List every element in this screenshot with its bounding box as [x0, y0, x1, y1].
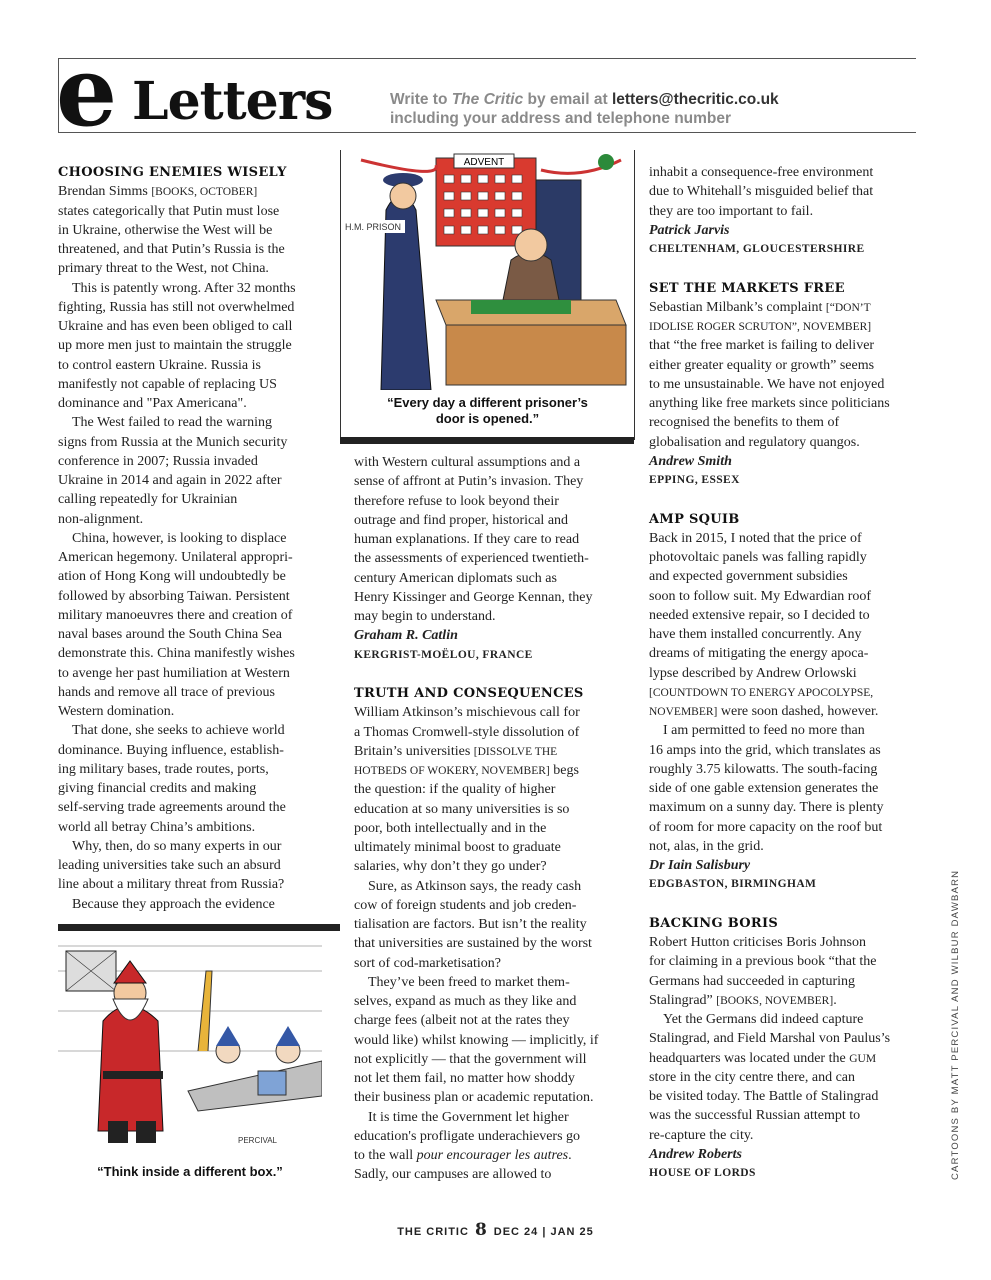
cartoon-prison-advent [340, 150, 635, 440]
caption-line: door is opened.” [435, 411, 540, 426]
artist-signature: PERCIVAL [238, 1136, 277, 1145]
body-line: up more men just to maintain the struggle [58, 338, 292, 354]
body-line: demonstrate this. China manifestly wishes [58, 646, 295, 662]
text-segment: Stalingrad” [649, 992, 717, 1008]
body-line: they are too important to fail. [649, 203, 814, 219]
column-3 [649, 163, 929, 1183]
body-line: needed extensive repair, so I decided to [649, 607, 870, 623]
body-line: roughly 3.75 kilowatts. The south-facing [649, 761, 878, 777]
letter-heading: SET THE MARKETS FREE [649, 280, 845, 296]
cartoon-caption: “Think inside a different box.” [97, 1164, 283, 1179]
article-reference: [“DON’T [825, 301, 871, 314]
body-line: sort of cod-marketisation? [354, 955, 501, 971]
text-segment: Sebastian Milbank’s complaint [649, 299, 826, 315]
letter-location: EDGBASTON, BIRMINGHAM [649, 878, 817, 891]
body-line: not, alas, in the grid. [649, 838, 764, 854]
body-line: The West failed to read the warning [72, 415, 272, 431]
body-line: store in the city centre there, and can [649, 1069, 856, 1085]
body-line: side of one gable extension generates the [649, 781, 879, 796]
body-line: to control eastern Ukraine. Russia is [58, 357, 261, 373]
body-line: education's profligate underachievers go [354, 1128, 581, 1144]
body-line: Ukraine in 2014 and again in 2022 after [58, 473, 282, 488]
text-segment: begs [549, 763, 579, 778]
spacer [354, 665, 634, 684]
body-line: was the successful Russian attempt to [649, 1108, 861, 1124]
body-line: sense of affront at Putin’s invasion. They [354, 474, 584, 490]
letter-heading: AMP SQUIB [649, 511, 740, 527]
body-line: dominance. Buying influence, establish- [58, 742, 284, 758]
body-line: Robert Hutton criticises Boris Johnson [649, 935, 866, 950]
body-line: photovoltaic panels was falling rapidly [649, 550, 867, 565]
text-segment: Brendan Simms [58, 184, 152, 200]
body-line: human explanations. If they care to read [354, 532, 580, 547]
body-line: Germans had succeeded in capturing [649, 973, 856, 989]
article-reference: [COUNTDOWN TO ENERGY APOCOLYPSE, [649, 686, 874, 699]
article-reference: [BOOKS, OCTOBER] [151, 186, 258, 199]
publication-name: The Critic [451, 91, 524, 108]
body-line: Western domination. [58, 704, 175, 719]
body-line: the assessments of experienced twentieth- [354, 551, 589, 567]
body-line: non-alignment. [58, 511, 144, 527]
spacer [649, 895, 929, 914]
cartoon-bar [58, 924, 340, 931]
body-line: Because they approach the evidence [72, 896, 275, 912]
text-segment: headquarters was located under the [649, 1050, 850, 1066]
column-2 [354, 453, 634, 1185]
letter-location: KERGRIST-MOËLOU, FRANCE [354, 648, 533, 661]
cartoon-santa-box [58, 931, 322, 1186]
body-line: be visited today. The Battle of Stalingrad [649, 1089, 879, 1104]
body-line: conference in 2007; Russia invaded [58, 453, 258, 469]
cartoon-illustration-icon [341, 150, 634, 390]
spacer [649, 490, 929, 509]
footer-issue: DEC 24 | JAN 25 [493, 1226, 594, 1238]
body-line: not let them fail, no matter how shoddy [354, 1071, 575, 1086]
body-line: hands and remove all trace of previous [58, 684, 275, 700]
spacer [649, 259, 929, 278]
body-line [649, 991, 929, 1010]
body-line: Stalingrad, and Field Marshal von Paulus’s [649, 1031, 891, 1047]
cartoon-credit: CARTOONS BY MATT PERCIVAL AND WILBUR DAWBARN [950, 869, 961, 1180]
body-line: of room for more capacity on the roof but [649, 819, 883, 835]
body-line [354, 1146, 634, 1165]
letter-heading: TRUTH AND CONSEQUENCES [354, 686, 584, 701]
letter-signature: Andrew Roberts [649, 1146, 742, 1162]
body-line: due to Whitehall’s misguided belief that [649, 184, 874, 200]
body-line: world all betray China’s ambitions. [58, 819, 256, 835]
letter-heading: BACKING BORIS [649, 915, 779, 931]
body-line: 16 amps into the grid, which translates as [649, 742, 881, 758]
body-line: in Ukraine, otherwise the West will be [58, 222, 273, 238]
body-line: This is patently wrong. After 32 months [72, 280, 296, 296]
body-line: the question: if the quality of higher [354, 782, 556, 798]
body-line: Why, then, do so many experts in our [72, 838, 282, 854]
letter-location: EPPING, ESSEX [649, 474, 740, 486]
advent-sign: ADVENT [463, 157, 505, 168]
body-line [58, 182, 338, 201]
body-line: followed by absorbing Taiwan. Persistent [58, 588, 290, 604]
submission-info [390, 90, 779, 128]
body-line: selves, expand as much as they like and [354, 994, 577, 1009]
body-line: to me unsustainable. We have not enjoyed [649, 376, 885, 392]
body-line: Yet the Germans did indeed capture [663, 1012, 864, 1027]
column-1 [58, 163, 338, 914]
body-line: their business plan or academic reputation. [354, 1090, 594, 1106]
body-line: lypse described by Andrew Orlowski [649, 665, 857, 681]
sub-text-line2: including your address and telephone number [390, 110, 732, 127]
body-line: century American diplomats such as [354, 570, 557, 586]
body-line: military manoeuvres there and creation of [58, 607, 293, 623]
body-line: They’ve been freed to market them- [368, 974, 570, 990]
article-reference: IDOLISE ROGER SCRUTON”, NOVEMBER] [649, 321, 872, 333]
article-reference: NOVEMBER] [649, 706, 718, 718]
body-line: signs from Russia at the Munich security [58, 434, 288, 450]
body-line: outrage and find proper, historical and [354, 512, 569, 528]
header-rule-bottom [58, 132, 916, 133]
body-line [354, 742, 634, 761]
body-line: China, however, is looking to displace [72, 530, 287, 546]
body-line: giving financial credits and making [58, 781, 257, 796]
body-line: manifestly not capable of replacing US [58, 376, 277, 392]
body-line [649, 1049, 929, 1068]
letter-location: HOUSE OF LORDS [649, 1167, 756, 1179]
cartoon-caption [341, 395, 634, 427]
caption-line: “Every day a different prisoner’s [387, 395, 588, 410]
body-line: to avenge her past humiliation at Western [58, 665, 290, 681]
body-line: therefore refuse to look beyond their [354, 493, 559, 509]
body-line: maximum on a sunny day. There is plenty [649, 800, 884, 816]
body-line: recognised the benefits to them of [649, 415, 840, 431]
body-line: education at so many universities is so [354, 801, 570, 817]
prison-sign: H.M. PRISON [345, 222, 402, 232]
body-line: self-serving trade agreements around the [58, 800, 286, 816]
text-segment: to the wall [354, 1148, 417, 1163]
body-line: ing military bases, trade routes, ports, [58, 761, 269, 777]
article-reference: [BOOKS, NOVEMBER] [716, 994, 834, 1007]
body-line: That done, she seeks to achieve world [72, 723, 285, 739]
body-line: soon to follow suit. My Edwardian roof [649, 588, 872, 604]
text-segment: . [833, 992, 837, 1008]
page-number: 8 [474, 1220, 488, 1240]
body-line: Sadly, our campuses are allowed to [354, 1167, 552, 1183]
article-reference: GUM [849, 1052, 877, 1065]
body-line: not explicitly — that the government will [354, 1051, 587, 1067]
letter-signature: Dr Iain Salisbury [649, 858, 751, 873]
body-line: ation of Hong Kong will undoubtedly be [58, 569, 286, 585]
body-line: Henry Kissinger and George Kennan, they [354, 589, 593, 605]
body-line [649, 298, 929, 317]
body-line: with Western cultural assumptions and a [354, 455, 581, 470]
body-line [649, 683, 929, 702]
body-line: that “the free market is failing to deliver [649, 338, 875, 354]
body-line: for claiming in a previous book “that the [649, 954, 877, 970]
section-title: Letters [132, 71, 333, 132]
body-line: globalisation and regulatory quangos. [649, 434, 860, 450]
page-footer [0, 1220, 991, 1240]
body-line: dreams of mitigating the energy apoca- [649, 646, 869, 662]
footer-publication: THE CRITIC [397, 1226, 469, 1238]
body-line: I am permitted to feed no more than [663, 723, 865, 739]
letter-signature: Andrew Smith [649, 453, 732, 469]
body-line: primary threat to the West, not China. [58, 261, 269, 277]
email-link[interactable]: letters@thecritic.co.uk [611, 91, 779, 108]
letter-heading: CHOOSING ENEMIES WISELY [58, 165, 287, 180]
body-line: inhabit a consequence-free environment [649, 165, 874, 180]
body-line: salaries, why don’t they go under? [354, 859, 547, 875]
letter-signature: Patrick Jarvis [649, 222, 730, 238]
body-line: charge fees (albeit not at the rates they [354, 1013, 570, 1029]
body-line: It is time the Government let higher [368, 1109, 569, 1125]
body-line [649, 702, 929, 721]
sub-text: by email at [523, 91, 612, 108]
body-line: Back in 2015, I noted that the price of [649, 530, 862, 546]
critic-logo-icon: e [56, 35, 118, 148]
body-line: that universities are sustained by the worst [354, 936, 592, 952]
body-line: naval bases around the South China Sea [58, 627, 282, 642]
text-segment: were soon dashed, however. [717, 704, 879, 719]
letter-signature: Graham R. Catlin [354, 628, 458, 644]
body-line: American hegemony. Unilateral appropri- [58, 550, 293, 565]
body-line: would like) whilst knowing — implicitly, if [354, 1032, 599, 1048]
body-line: cow of foreign students and job creden- [354, 897, 577, 913]
body-line: Ukraine and has even been obliged to call [58, 319, 293, 334]
body-line: dominance and "Pax Americana". [58, 396, 247, 411]
article-reference: HOTBEDS OF WOKERY, NOVEMBER] [354, 765, 550, 777]
article-reference: [DISSOLVE THE [473, 745, 558, 758]
text-segment: pour encourager les autres [416, 1148, 569, 1163]
body-line [649, 317, 929, 336]
body-line: ultimately minimal boost to graduate [354, 840, 561, 855]
body-line: threatened, and that Putin’s Russia is the [58, 242, 285, 257]
body-line [354, 761, 634, 780]
text-segment: Britain’s universities [354, 743, 474, 759]
body-line: line about a military threat from Russia? [58, 877, 285, 893]
body-line: anything like free markets since politicians [649, 396, 890, 411]
sub-text: Write to [390, 91, 452, 108]
body-line: poor, both intellectually and in the [354, 820, 547, 836]
letter-location: CHELTENHAM, GLOUCESTERSHIRE [649, 243, 865, 255]
body-line: either greater equality or growth” seems [649, 357, 875, 373]
body-line: may begin to understand. [354, 609, 496, 624]
body-line: a Thomas Cromwell-style dissolution of [354, 724, 580, 740]
body-line: have them installed concurrently. Any [649, 627, 862, 642]
body-line: leading universities take such an absurd [58, 858, 281, 873]
body-line: Sure, as Atkinson says, the ready cash [368, 878, 582, 894]
body-line: tialisation are factors. But isn’t the reality [354, 917, 587, 932]
text-segment: . [568, 1148, 572, 1163]
body-line: fighting, Russia has still not overwhelmed [58, 299, 295, 315]
cartoon-illustration-icon [58, 931, 322, 1156]
header-rule-top [58, 58, 916, 59]
body-line: states categorically that Putin must lose [58, 203, 280, 219]
body-line: William Atkinson’s mischievous call for [354, 705, 580, 721]
cartoon-bar [340, 437, 634, 444]
body-line: calling repeatedly for Ukrainian [58, 492, 238, 508]
body-line: and expected government subsidies [649, 569, 848, 585]
body-line: re-capture the city. [649, 1127, 754, 1143]
